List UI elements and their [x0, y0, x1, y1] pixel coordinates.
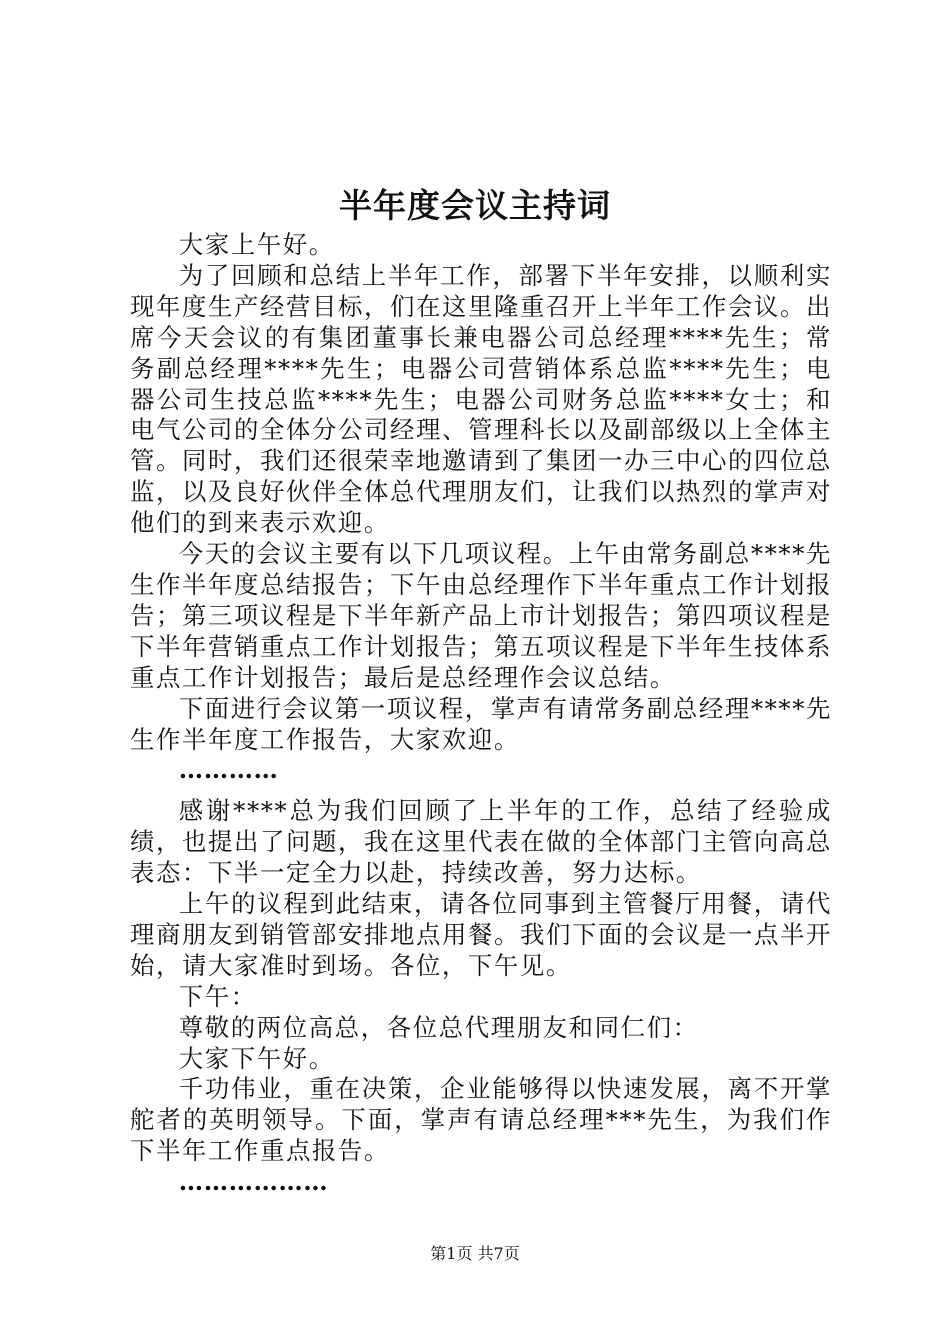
paragraph-salutation: 尊敬的两位高总，各位总代理朋友和同仁们： — [178, 1012, 699, 1042]
document-title: 半年度会议主持词 — [339, 186, 611, 225]
paragraph-afternoon-intro: 千功伟业，重在决策，企业能够得以快速发展，离不开掌舵者的英明领导。下面，掌声有请总经理***先生，为我们作下半年工作重点报告。 — [130, 1074, 832, 1166]
paragraph-first-item: 下面进行会议第一项议程，掌声有请常务副总经理****先生作半年度工作报告，大家欢迎。 — [130, 693, 832, 754]
ellipsis-separator: ……………… — [178, 1167, 329, 1197]
document-body — [130, 230, 832, 1198]
ellipsis-separator: ………… — [178, 755, 279, 785]
paragraph-greeting-morning: 大家上午好。 — [178, 230, 335, 259]
paragraph-opening: 为了回顾和总结上半年工作，部署下半年安排，以顺利实现年度生产经营目标，们在这里隆重召开上半年工作会议。出席今天会议的有集团董事长兼电器公司总经理****先生；常务副总经理****先生；电器公司营销体系总监****先生；电器公司生技总监****先生；电器公司财务总监****女士；和电气公司的全体分公司经理、管理科长以及副部级以上全体主管。同时，我们还很荣幸地邀请到了集团一办三中心的四位总监，以及良好伙伴全体总代理朋友们，让我们以热烈的掌声对他们的到来表示欢迎。 — [130, 260, 832, 538]
paragraph-thanks: 感谢****总为我们回顾了上半年的工作，总结了经验成绩，也提出了问题，我在这里代表在做的全体部门主管向高总表态：下半一定全力以赴，持续改善，努力达标。 — [130, 796, 832, 888]
paragraph-afternoon-heading: 下午： — [178, 981, 257, 1011]
paragraph-greeting-afternoon: 大家下午好。 — [178, 1043, 335, 1073]
paragraph-agenda: 今天的会议主要有以下几项议程。上午由常务副总****先生作半年度总结报告；下午由总经理作下半年重点工作计划报告；第三项议程是下半年新产品上市计划报告；第四项议程是下半年营销重点工作计划报告；第五项议程是下半年生技体系重点工作计划报告；最后是总经理作会议总结。 — [130, 539, 832, 692]
page-number-footer: 第1页 共7页 — [430, 1244, 520, 1263]
paragraph-morning-close: 上午的议程到此结束，请各位同事到主管餐厅用餐，请代理商朋友到销管部安排地点用餐。我们下面的会议是一点半开始，请大家准时到场。各位，下午见。 — [130, 889, 832, 980]
